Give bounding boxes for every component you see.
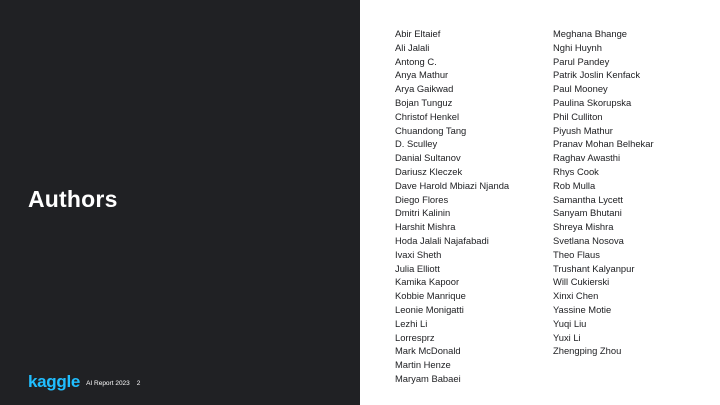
author-name: Samantha Lycett [553,193,624,205]
author-name: Parul Pandey [553,55,610,67]
author-list-column-1 [395,27,509,386]
report-name: AI Report 2023 [86,379,130,387]
author-name: Martin Henze [395,359,451,371]
author-name: Sanyam Bhutani [553,207,622,219]
author-name: Piyush Mathur [553,124,613,136]
page-number: 2 [136,379,141,387]
author-name: Dariusz Kleczek [395,165,463,177]
author-name: Leonie Monigatti [395,303,464,315]
author-name: Lezhi Li [395,317,428,329]
author-name: Paul Mooney [553,83,608,95]
author-name: Abir Eltaief [395,28,441,39]
author-name: Kamika Kapoor [395,276,460,288]
author-name: D. Sculley [395,138,438,150]
author-name: Shreya Mishra [553,221,614,233]
author-name: Yuxi Li [553,331,581,343]
author-name: Phil Culliton [553,110,603,122]
author-name: Lorresprz [395,331,435,343]
author-name: Rhys Cook [553,165,599,177]
author-name: Ali Jalali [395,41,430,53]
author-name: Trushant Kalyanpur [553,262,635,274]
authors-panel [360,0,720,405]
author-list-column-2 [553,27,654,358]
author-name: Pranav Mohan Belhekar [553,138,654,150]
author-name: Mark McDonald [395,345,461,357]
author-name: Christof Henkel [395,110,460,122]
author-name: Hoda Jalali Najafabadi [395,234,489,246]
author-name: Diego Flores [395,193,449,205]
author-name: Arya Gaikwad [395,83,454,95]
author-name: Yassine Motie [553,303,612,315]
author-name: Antong C. [395,55,437,67]
author-name: Yuqi Liu [553,317,587,329]
author-name: Theo Flaus [553,248,600,260]
author-name: Ivaxi Sheth [395,248,442,260]
author-name: Bojan Tunguz [395,96,453,108]
author-name: Danial Sultanov [395,152,461,164]
author-name: Zhengping Zhou [553,345,622,357]
author-name: Meghana Bhange [553,28,628,39]
author-name: Kobbie Manrique [395,290,466,302]
author-name: Xinxi Chen [553,290,599,302]
author-name: Paulina Skorupska [553,96,632,108]
author-name: Patrik Joslin Kenfack [553,69,641,81]
author-name: Nghi Huynh [553,41,602,53]
author-name: Harshit Mishra [395,221,456,233]
slide-footer [28,372,140,392]
kaggle-logo: kaggle [28,372,81,391]
author-name: Dave Harold Mbiazi Njanda [395,179,510,191]
author-name: Chuandong Tang [395,124,467,136]
author-name: Raghav Awasthi [553,152,621,164]
author-name: Will Cukierski [553,276,610,288]
slide-title: Authors [28,186,118,212]
author-name: Maryam Babaei [395,372,461,384]
author-name: Rob Mulla [553,179,596,191]
author-name: Dmitri Kalinin [395,207,451,219]
author-name: Julia Elliott [395,262,440,274]
author-name: Anya Mathur [395,69,449,81]
author-name: Svetlana Nosova [553,234,624,246]
